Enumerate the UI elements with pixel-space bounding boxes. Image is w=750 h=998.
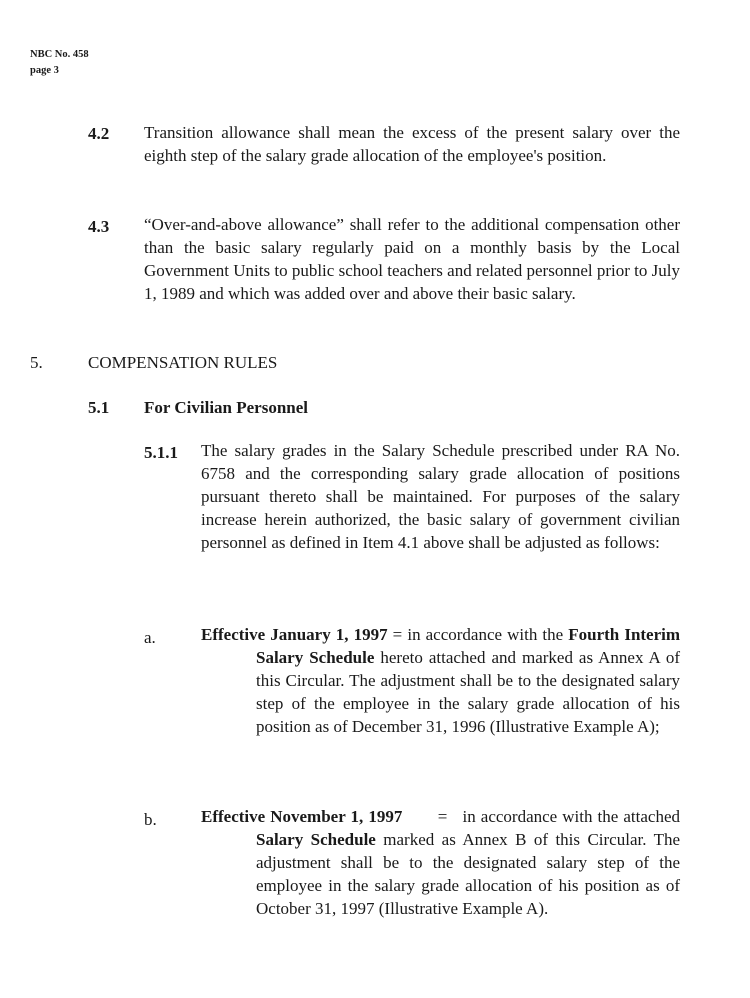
- page-number: page 3: [30, 65, 59, 76]
- item-4-3-body: “Over-and-above allowance” shall refer to the additional compensation other than the basic salary regularly paid on a monthly basis by the Local Government Units to public school teachers and related personnel prior to July 1, 1989 and which was added over and above their basic salary.: [144, 215, 680, 303]
- item-a-text1: in accordance with the: [407, 625, 564, 644]
- item-b-text1: in accordance with the attached: [462, 807, 681, 826]
- item-b-sep: =: [437, 807, 448, 826]
- section-number-5: 5.: [30, 353, 43, 372]
- circular-number: NBC No. 458: [30, 49, 89, 60]
- item-letter-a: a.: [144, 628, 156, 647]
- item-4-2-text: [144, 121, 680, 167]
- item-number-4-2: 4.2: [88, 124, 110, 143]
- item-a-sep: =: [392, 625, 403, 644]
- section-number-5-1-1: 5.1.1: [144, 443, 178, 462]
- item-a-text2: hereto attached and marked as Annex A of this Circular. The adjustment shall be to the designated salary step of the employee in the salary grade allocation of his position as of December 31, 1996 (Illustrative Example A);: [256, 648, 680, 736]
- item-b-body: [201, 805, 680, 920]
- item-b-text2: marked as Annex B of this Circular. The adjustment shall be to the designated salary step of the employee in the salary grade allocation of his position as of October 31, 1997 (Illustrative Example A).: [256, 830, 681, 918]
- item-a-text: [201, 623, 680, 738]
- item-number-4-3: 4.3: [88, 217, 110, 236]
- item-b-schedule: Salary Schedule: [256, 830, 376, 849]
- item-4-3-text: [144, 213, 680, 305]
- section-5-1-1-body: The salary grades in the Salary Schedule prescribed under RA No. 6758 and the corresponding salary grade allocation of positions pursuant thereto shall be maintained. For purposes of the salary increase herein authorized, the basic salary of government civilian personnel as defined in Item 4.1 above shall be adjusted as follows:: [201, 441, 680, 552]
- item-letter-b: b.: [144, 810, 157, 829]
- section-5-1-title: For Civilian Personnel: [144, 398, 309, 417]
- section-5-1-1-text: [201, 439, 680, 554]
- item-a-schedule: Fourth Interim Salary Schedule: [256, 625, 681, 667]
- section-5-title: COMPENSATION RULES: [88, 353, 278, 372]
- item-b-effective: Effective November 1, 1997: [201, 807, 403, 826]
- item-a-body: [201, 623, 680, 738]
- item-a-effective: Effective January 1, 1997: [201, 625, 388, 644]
- section-number-5-1: 5.1: [88, 398, 110, 417]
- item-4-2-body: Transition allowance shall mean the excess of the present salary over the eighth step of the salary grade allocation of the employee's position.: [144, 123, 680, 165]
- item-b-text: [201, 805, 680, 920]
